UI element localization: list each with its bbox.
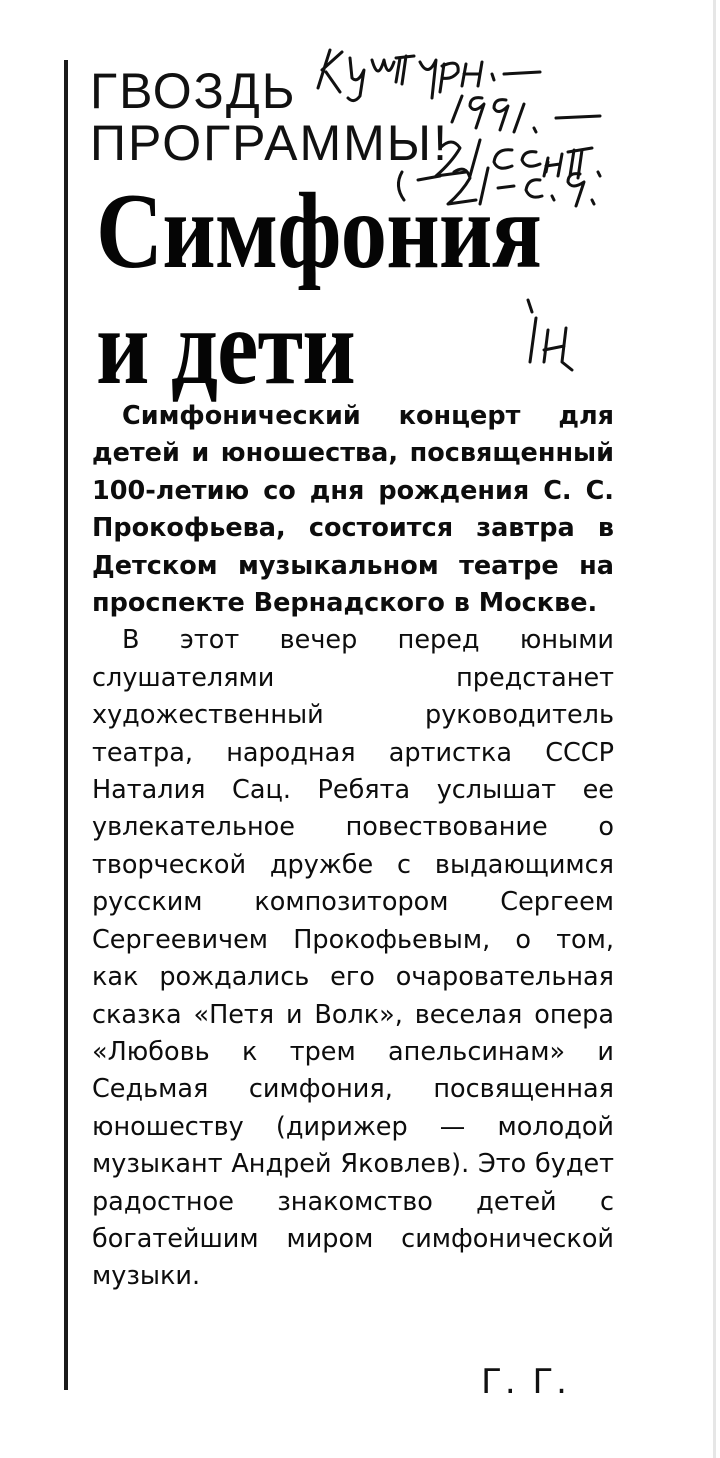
kicker-line-2: ПРОГРАММЫ! xyxy=(90,115,449,171)
article-body xyxy=(92,398,614,1296)
headline-line-2: и дети xyxy=(96,288,355,407)
page-edge xyxy=(713,0,716,1458)
kicker-line-1: ГВОЗДЬ xyxy=(90,63,297,119)
article-paragraph-2: В этот вечер перед юными слушателями предстанет художественный руководитель театра, народная артистка СССР Наталия Сац. Ребята услышат ее увлекательное повествование о творческой дружбе с выдающимся русским композитором Сергеем Сергеевичем Прокофьевым, о том, как рождались его очаровательная сказка «Петя и Волк», веселая опера «Любовь к трем апельсинам» и Седьмая симфония, посвященная юношеству (дирижер — молодой музыкант Андрей Яковлев). Это будет радостное знакомство детей с богатейшим миром симфонической музыки. xyxy=(92,625,614,1292)
headline-line-1: Симфония xyxy=(96,172,541,291)
author-signature: Г. Г. xyxy=(481,1362,570,1402)
column-rule xyxy=(64,60,68,1390)
article-paragraph-1: Симфонический концерт для детей и юношества, посвященный 100-летию со дня рождения С. С. Прокофьева, состоится завтра в Детском музыкальном театре на проспекте Вернадского в Москве. xyxy=(92,401,614,619)
